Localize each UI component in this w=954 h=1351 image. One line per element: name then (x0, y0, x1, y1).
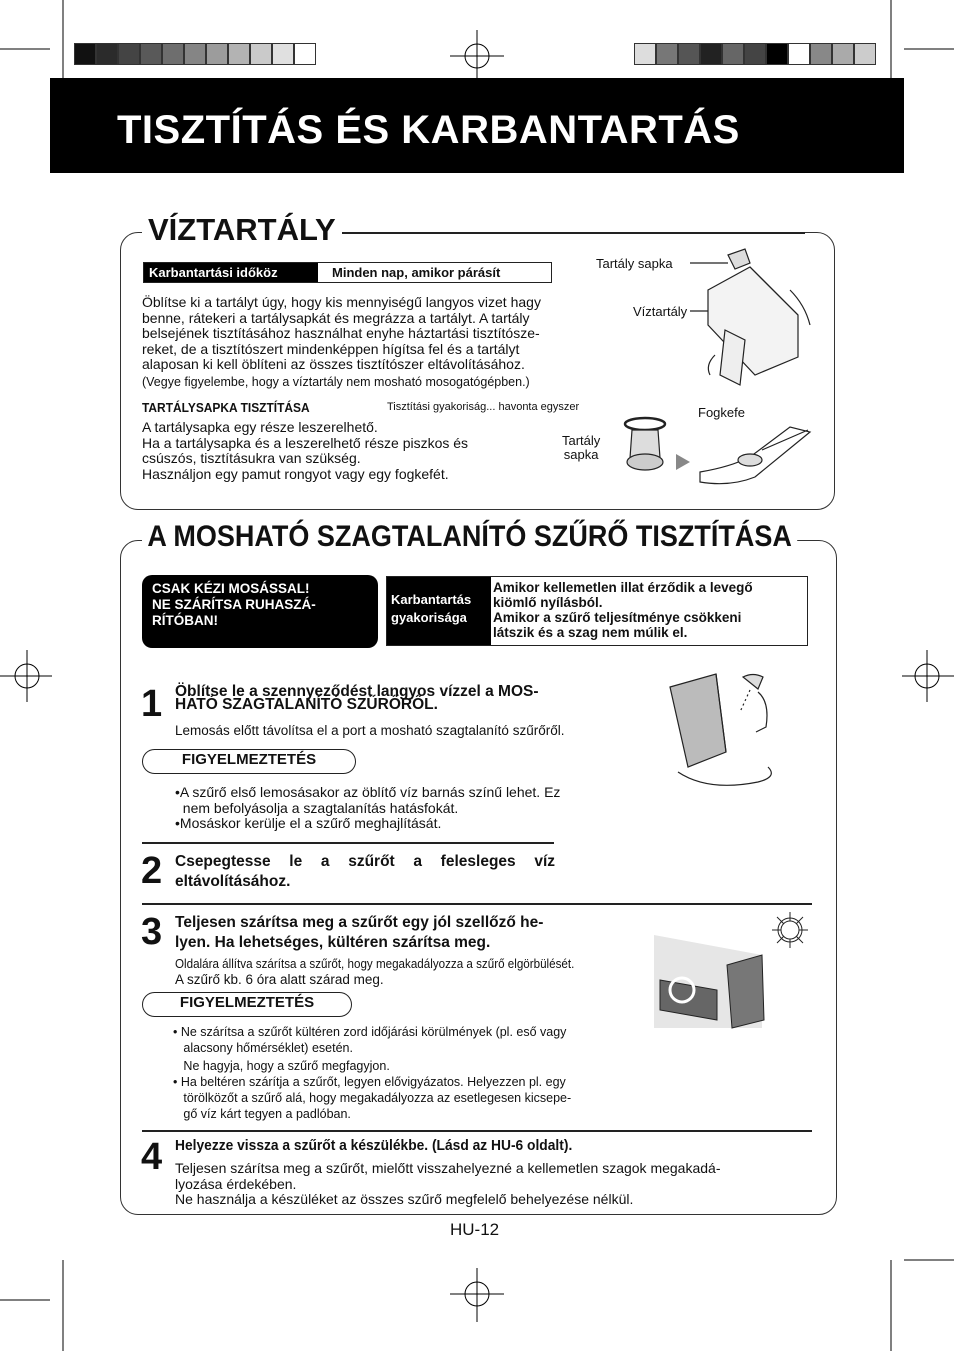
calibration-swatch (656, 43, 678, 65)
calibration-swatch (744, 43, 766, 65)
filter-section-title: A MOSHATÓ SZAGTALANÍTÓ SZŰRŐ TISZTÍTÁSA (142, 522, 797, 552)
page-title: TISZTÍTÁS ÉS KARBANTARTÁS (117, 108, 740, 152)
step-sub: A szűrő kb. 6 óra alatt szárad meg. (175, 972, 384, 987)
calibration-bar-left (74, 43, 316, 65)
interval-label: Karbantartási időköz (144, 263, 318, 282)
step-bullets (173, 1024, 641, 1122)
bullet-line: •A szűrő első lemosásakor az öblítő víz barnás színű lehet. Ez (175, 784, 561, 800)
label-cap-2-line2: sapka (563, 447, 599, 462)
step-bullets (175, 785, 635, 832)
tank-body-line: Öblítse ki a tartályt úgy, hogy kis mennyiségű langyos vizet hagy (142, 294, 541, 310)
step-title (175, 852, 555, 892)
water-tank-illustration (690, 245, 820, 395)
calibration-swatch (272, 43, 294, 65)
calibration-bar-right (634, 43, 876, 65)
bullet-line: Ne hagyja, hogy a szűrő megfagyjon. (173, 1059, 390, 1073)
step-title-line: HATÓ SZAGTALANÍTÓ SZŰRŐRŐL. (175, 696, 438, 713)
rinse-filter-illustration (668, 672, 798, 792)
label-cap-2 (562, 434, 600, 462)
step-number: 4 (141, 1136, 163, 1178)
tank-body (142, 295, 594, 373)
cap-body (142, 420, 528, 482)
calibration-swatch (184, 43, 206, 65)
calibration-swatch (118, 43, 140, 65)
step-number: 1 (141, 683, 163, 725)
frequency-value-line: látszik és a szag nem múlik el. (493, 625, 688, 640)
tank-note: (Vegye figyelembe, hogy a víztartály nem mosható mosogatógépben.) (142, 375, 530, 389)
frequency-value-line: Amikor kellemetlen illat érződik a levegő (493, 580, 753, 595)
calibration-swatch (96, 43, 118, 65)
cap-body-line: Ha a tartálysapka és a leszerelhető része piszkos és (142, 434, 469, 451)
step-body-line: Ne használja a készüléket az összes szűrő megfelelő behelyezése nélkül. (175, 1191, 634, 1207)
cap-body-line: csúszós, tisztításukra van szükség. (142, 450, 361, 466)
frequency-value-line: kiömlő nyílásból. (493, 595, 603, 610)
frequency-value (491, 577, 807, 645)
calibration-swatch (722, 43, 744, 65)
label-cap-2-line1: Tartály (562, 433, 601, 448)
calibration-swatch (228, 43, 250, 65)
divider (142, 842, 554, 844)
bullet-line: alacsony hőmérséklet) esetén. (173, 1041, 353, 1055)
frequency-label (387, 577, 491, 645)
cap-frequency: Tisztítási gyakoriság... havonta egyszer (387, 401, 580, 413)
step-number: 2 (141, 850, 163, 892)
label-tank: Víztartály (633, 304, 688, 319)
tank-section-title: VÍZTARTÁLY (142, 214, 342, 245)
bullet-line: gő víz kárt tegyen a padlóban. (173, 1107, 351, 1121)
handwash-line: RÍTÓBAN! (152, 613, 218, 628)
cap-cleaning-illustration (610, 412, 830, 492)
warning-badge: FIGYELMEZTETÉS (142, 992, 352, 1017)
bullet-line: törölközőt a szűrő alá, hogy megakadályozza az esetlegesen kicsepe- (173, 1091, 572, 1105)
calibration-swatch (250, 43, 272, 65)
handwash-warning (142, 575, 378, 648)
frequency-value-line: Amikor a szűrő teljesítménye csökkeni (493, 610, 742, 625)
calibration-swatch (294, 43, 316, 65)
bullet-line: • Ne szárítsa a szűrőt kültéren zord időjárási körülmények (pl. eső vagy (173, 1025, 567, 1039)
cap-body-line: Használjon egy pamut rongyot vagy egy fogkefét. (142, 465, 449, 482)
interval-box (143, 262, 552, 283)
cap-title: TARTÁLYSAPKA TISZTÍTÁSA (142, 400, 310, 415)
calibration-swatch (162, 43, 184, 65)
step-sub: Oldalára állítva szárítsa a szűrőt, hogy megakadályozza a szűrő elgörbülését. (175, 957, 575, 971)
step-body-line: Teljesen szárítsa meg a szűrőt, mielőtt visszahelyezné a kellemetlen szagok megakadá- (175, 1160, 721, 1176)
label-cap: Tartály sapka (596, 256, 673, 271)
step-body-line: lyozása érdekében. (175, 1175, 297, 1192)
page-number: HU-12 (450, 1220, 500, 1239)
calibration-swatch (206, 43, 228, 65)
tank-body-line: benne, rátekeri a tartálysapkát és megrázza a tartályt. A tartály (142, 309, 530, 326)
frequency-label-line: Karbantartás (391, 592, 472, 607)
title-banner (50, 78, 904, 173)
interval-value: Minden nap, amikor párásít (332, 265, 501, 280)
calibration-swatch (810, 43, 832, 65)
calibration-swatch (854, 43, 876, 65)
tank-body-line: reket, de a tisztítószert mindenképpen hígítsa fel és a tartályt (142, 340, 520, 357)
step-title: Helyezze vissza a szűrőt a készülékbe. (Lásd az HU-6 oldalt). (175, 1137, 573, 1154)
bullet-line: nem befolyásolja a szagtalanítás hatásfokát. (175, 799, 459, 816)
step-title-line: lyen. Ha lehetséges, kültéren szárítsa meg. (175, 934, 491, 951)
label-brush: Fogkefe (698, 405, 745, 420)
step-sub: Lemosás előtt távolítsa el a port a mosható szagtalanító szűrőről. (175, 723, 565, 738)
divider (142, 903, 812, 905)
step-title (175, 913, 640, 953)
step-title-line: eltávolításához. (175, 873, 291, 890)
calibration-swatch (678, 43, 700, 65)
drying-filter-illustration (652, 910, 812, 1040)
frequency-box (386, 576, 808, 646)
tank-title-rule (342, 232, 805, 234)
calibration-swatch (788, 43, 810, 65)
step-number: 3 (141, 911, 163, 953)
warning-badge: FIGYELMEZTETÉS (142, 749, 356, 774)
calibration-swatch (634, 43, 656, 65)
calibration-swatch (140, 43, 162, 65)
bullet-line: • Ha beltéren szárítja a szűrőt, legyen elővigyázatos. Helyezzen pl. egy (173, 1075, 566, 1089)
frequency-label-line: gyakorisága (391, 610, 467, 625)
calibration-swatch (74, 43, 96, 65)
tank-body-line: belsejének tisztításához használhat enyhe háztartási tisztítósze- (142, 325, 540, 341)
divider (142, 1130, 812, 1132)
handwash-line: NE SZÁRÍTSA RUHASZÁ- (152, 597, 316, 612)
step-body (175, 1161, 813, 1208)
step-title-line: Teljesen szárítsa meg a szűrőt egy jól szellőző he- (175, 914, 544, 931)
step-title-line: Csepegtesse le a szűrőt a felesleges víz (175, 853, 555, 870)
calibration-swatch (832, 43, 854, 65)
step-title (175, 685, 637, 711)
cap-body-line: A tartálysapka egy része leszerelhető. (142, 419, 378, 435)
calibration-swatch (766, 43, 788, 65)
handwash-line: CSAK KÉZI MOSÁSSAL! (152, 581, 310, 596)
bullet-line: •Mosáskor kerülje el a szűrő meghajlítását. (175, 815, 442, 831)
tank-body-line: alaposan ki kell öblíteni az összes tisztítószer eltávolításához. (142, 356, 525, 372)
calibration-swatch (700, 43, 722, 65)
step-title-line: Öblítse le a szennyeződést langyos vízzel a MOS- (175, 683, 539, 700)
